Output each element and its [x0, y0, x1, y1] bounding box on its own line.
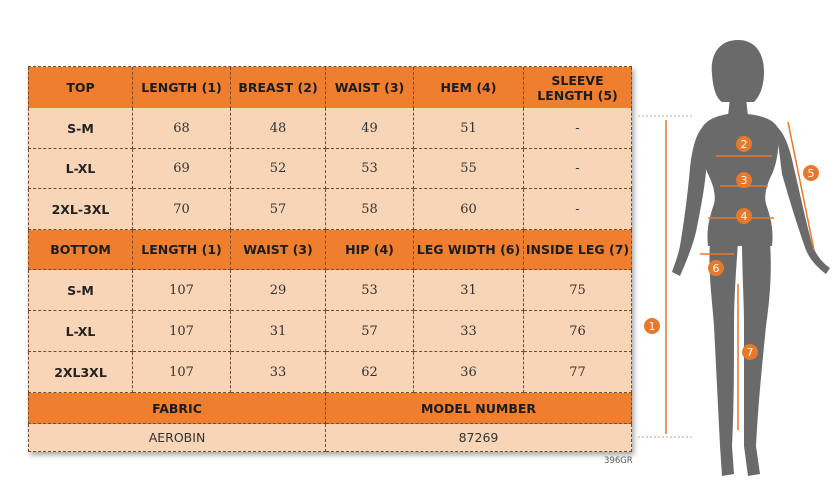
header-cell: WAIST (3) — [231, 230, 326, 270]
table-cell: 58 — [326, 189, 414, 230]
size-label: L-XL — [28, 311, 133, 352]
female-silhouette — [672, 40, 830, 476]
table-cell: 29 — [231, 270, 326, 311]
header-cell: LEG WIDTH (6) — [414, 230, 524, 270]
svg-text:5: 5 — [807, 167, 815, 180]
table-cell: 62 — [326, 352, 414, 393]
size-label: L-XL — [28, 149, 133, 189]
svg-text:7: 7 — [746, 346, 754, 359]
header-cell: HIP (4) — [326, 230, 414, 270]
svg-text:4: 4 — [740, 210, 748, 223]
table-cell: 33 — [414, 311, 524, 352]
table-cell: 36 — [414, 352, 524, 393]
table-cell: 33 — [231, 352, 326, 393]
header-cell: LENGTH (1) — [133, 230, 231, 270]
table-cell: 57 — [231, 189, 326, 230]
table-cell: 51 — [414, 108, 524, 149]
model-number-header: MODEL NUMBER — [326, 393, 632, 424]
header-cell: TOP — [28, 67, 133, 109]
body-measurement-figure — [630, 36, 840, 496]
table-cell: 52 — [231, 149, 326, 189]
measurement-lines — [638, 116, 692, 437]
table-cell: - — [524, 149, 632, 189]
svg-text:6: 6 — [712, 262, 720, 275]
fabric-value: AEROBIN — [28, 424, 326, 452]
size-label: 2XL3XL — [28, 352, 133, 393]
model-number-value: 87269 — [326, 424, 632, 452]
table-cell: 107 — [133, 311, 231, 352]
size-chart-table — [28, 66, 632, 452]
header-cell: INSIDE LEG (7) — [524, 230, 632, 270]
table-cell: 68 — [133, 108, 231, 149]
table-cell: 70 — [133, 189, 231, 230]
table-row — [28, 270, 632, 311]
table-cell: 60 — [414, 189, 524, 230]
header-cell: SLEEVE LENGTH (5) — [524, 67, 632, 109]
svg-text:2: 2 — [740, 138, 748, 151]
table-cell: - — [524, 189, 632, 230]
svg-text:3: 3 — [740, 174, 748, 187]
header-cell: WAIST (3) — [326, 67, 414, 109]
table-cell: 75 — [524, 270, 632, 311]
footer-value-row — [28, 424, 632, 452]
size-label: S-M — [28, 270, 133, 311]
table-cell: 53 — [326, 149, 414, 189]
svg-text:1: 1 — [648, 320, 656, 333]
product-code-label: 396GR — [604, 456, 633, 466]
table-row — [28, 189, 632, 230]
table-cell: 69 — [133, 149, 231, 189]
size-label: 2XL-3XL — [28, 189, 133, 230]
table-cell: 55 — [414, 149, 524, 189]
table-row — [28, 352, 632, 393]
table-cell: 31 — [231, 311, 326, 352]
table-row — [28, 149, 632, 189]
table-row — [28, 108, 632, 149]
table-cell: 57 — [326, 311, 414, 352]
size-label: S-M — [28, 108, 133, 149]
footer-header-row — [28, 393, 632, 424]
table-cell: 76 — [524, 311, 632, 352]
top-header-row — [28, 66, 632, 109]
table-cell: 48 — [231, 108, 326, 149]
table-cell: 31 — [414, 270, 524, 311]
header-cell: HEM (4) — [414, 67, 524, 109]
table-cell: 107 — [133, 352, 231, 393]
bottom-header-row — [28, 230, 632, 270]
table-cell: 53 — [326, 270, 414, 311]
header-cell: BREAST (2) — [231, 67, 326, 109]
table-cell: 77 — [524, 352, 632, 393]
table-cell: 49 — [326, 108, 414, 149]
table-cell: - — [524, 108, 632, 149]
header-cell: BOTTOM — [28, 230, 133, 270]
table-row — [28, 311, 632, 352]
header-cell: LENGTH (1) — [133, 67, 231, 109]
table-cell: 107 — [133, 270, 231, 311]
fabric-header: FABRIC — [28, 393, 326, 424]
